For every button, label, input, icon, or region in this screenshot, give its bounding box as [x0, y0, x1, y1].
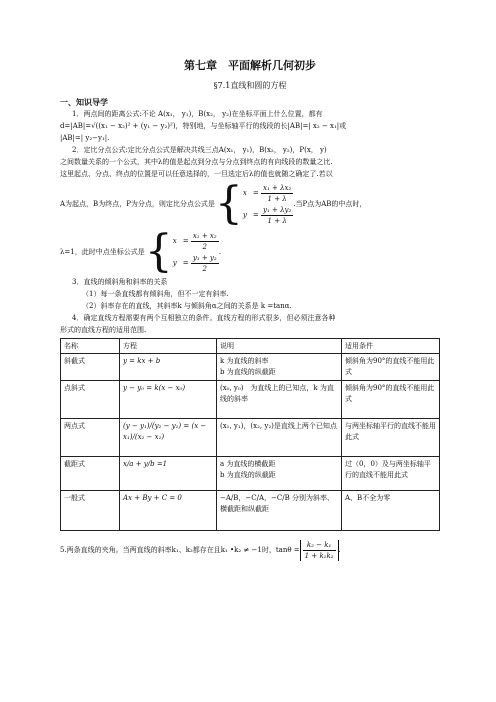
sys2-y-numerator: y₁ + y₂	[192, 253, 217, 262]
table-header-cell: 说明	[217, 339, 342, 354]
table-header-cell: 适用条件	[342, 339, 440, 354]
row-condition: A、B不全为零	[342, 491, 440, 531]
table-row	[61, 381, 440, 419]
section-formula-line2: 之间数量关系的一个公式，其中λ的值是起点到分点与分点到终点的有向线段的数量之比.	[60, 158, 333, 166]
section-formula-intro: A为起点，B为终点，P为分点，则定比分点公式是	[60, 200, 215, 208]
section-formula-line1: 2．定比分点公式:定比分点公式是解决共线三点A(x₁， y₁)，B(x₂， y₂)，P(x， y)	[72, 146, 327, 154]
table-header-cell: 名称	[61, 339, 120, 354]
table-header-row	[61, 339, 440, 354]
row-description: (x₁, y₁)，(x₂, y₂)是直线上两个已知点	[217, 419, 342, 457]
sys2-x-numerator: x₁ + x₂	[192, 231, 217, 240]
row-name: 截距式	[61, 457, 120, 491]
row-description: a 为直线的横截距 b 为直线的纵截距	[217, 457, 342, 491]
angle-formula-text: 5.两条直线的夹角。当两直线的斜率k₁、k₂都存在且k₁ •k₂ ≠ −1时，tanθ =	[60, 546, 300, 554]
slope-point-1: （1）每一条直线都有倾斜角，但不一定有斜率.	[82, 290, 229, 298]
row-equation: (y − y₁)/(y₂ − y₁) = (x − x₁)/(x₂ − x₁)	[120, 419, 217, 457]
angle-denominator: 1 + k₁k₂	[304, 551, 334, 560]
row-name: 斜截式	[61, 354, 120, 381]
line-equation-intro-2: 形式的直线方程的适用范围.	[60, 326, 147, 334]
line-equation-intro-1: 4．确定直线方程需要有两个互相独立的条件。直线方程的形式很多，但必须注意各种	[72, 314, 336, 322]
row-name: 一般式	[61, 491, 120, 531]
section-title: §7.1直线和圆的方程	[213, 81, 287, 90]
slope-heading: 3．直线的倾斜角和斜率的关系	[72, 278, 168, 286]
document-page	[60, 58, 440, 565]
row-equation: x/a + y/b =1	[120, 457, 217, 491]
chapter-title: 第七章 平面解析几何初步	[184, 59, 316, 72]
sys1-y-numerator: y₁ + λy₂	[263, 205, 292, 214]
sys2-x-denominator: 2	[202, 242, 207, 251]
table-row	[61, 491, 440, 531]
row-description: k 为直线的斜率 b 为直线的纵截距	[217, 354, 342, 381]
section-formula-line3: 这里起点、分点、终点的位置是可以任意选择的，一旦选定后λ的值也就随之确定了.若以	[60, 170, 333, 178]
table-row	[61, 354, 440, 381]
row-equation: Ax + By + C = 0	[120, 491, 217, 531]
row-equation: y − y₀ = k(x − x₀)	[120, 381, 217, 419]
midpoint-formula-block: λ=1，此时中点坐标公式是 { x = $\frac{\text{x₁ + x₂}}{2}$ y = $\frac{\text{y₁ + y₂}}{2}$ .	[60, 226, 221, 277]
knowledge-heading: 一、知识导学	[60, 97, 108, 107]
table-row	[61, 419, 440, 457]
left-brace-icon: {	[214, 178, 243, 229]
row-condition: 倾斜角为90°的直线不能用此式	[342, 381, 440, 419]
angle-formula-line: 5.两条直线的夹角。当两直线的斜率k₁、k₂都存在且k₁ •k₂ ≠ −1时，tanθ = $\frac{\text{k₂ − k₁}}{\text{1 + k₁k₂}}$ .	[60, 540, 341, 560]
midpoint-formula-intro: λ=1，此时中点坐标公式是	[60, 248, 145, 256]
row-condition: 倾斜角为90°的直线不能用此式	[342, 354, 440, 381]
section-formula-system: x = $\frac{\text{x₁ + λx₂}}{1 + \lambda}$ y = $\frac{\text{y₁ + λy₂}}{1 + \lambda}$	[242, 183, 292, 225]
row-description: −A/B，−C/A，−C/B 分别为斜率、横截距和纵截距	[217, 491, 342, 531]
distance-formula-line1: 1．两点间的距离公式:不论 A(x₁， y₁)，B(x₂， y₂)在坐标平面上什么位置，都有	[72, 110, 323, 118]
sys1-x-numerator: x₁ + λx₂	[263, 183, 292, 192]
row-condition: 与两坐标轴平行的直线不能用此式	[342, 419, 440, 457]
row-description: (x₀, y₀) 为直线上的已知点，k 为直线的斜率	[217, 381, 342, 419]
table-row	[61, 457, 440, 491]
slope-point-2: （2）斜率存在的直线，其斜率k 与倾斜角α之间的关系是 k =tanα.	[82, 302, 292, 310]
row-name: 两点式	[61, 419, 120, 457]
table-header-cell: 方程	[120, 339, 217, 354]
sys2-y-denominator: 2	[202, 264, 208, 273]
abs-value-bars	[300, 540, 339, 561]
angle-numerator: k₂ − k₁	[303, 540, 336, 551]
left-brace-icon: {	[144, 226, 173, 277]
distance-formula-line2: d=|AB|=√((x₁ − x₂)² + (y₁ − y₂)²)，特别地，与坐标轴平行的线段的长|AB|=| x₂ − x₁|或	[60, 122, 347, 130]
line-equation-table	[60, 338, 440, 531]
section-formula-block	[60, 180, 440, 228]
row-condition: 过（0，0）及与两坐标轴平行的直线不能用此式	[342, 457, 440, 491]
sys1-y-denominator: 1 + λ	[267, 216, 287, 225]
row-equation: y = kx + b	[120, 354, 217, 381]
midpoint-formula-system: x = $\frac{\text{x₁ + x₂}}{2}$ y = $\frac{\text{y₁ + y₂}}{2}$	[172, 231, 217, 273]
row-name: 点斜式	[61, 381, 120, 419]
section-formula-after: .当P点为AB的中点时，	[293, 200, 367, 208]
sys1-x-denominator: 1 + λ	[267, 194, 287, 203]
distance-formula-line3: |AB|=| y₂−y₁|.	[60, 134, 110, 142]
